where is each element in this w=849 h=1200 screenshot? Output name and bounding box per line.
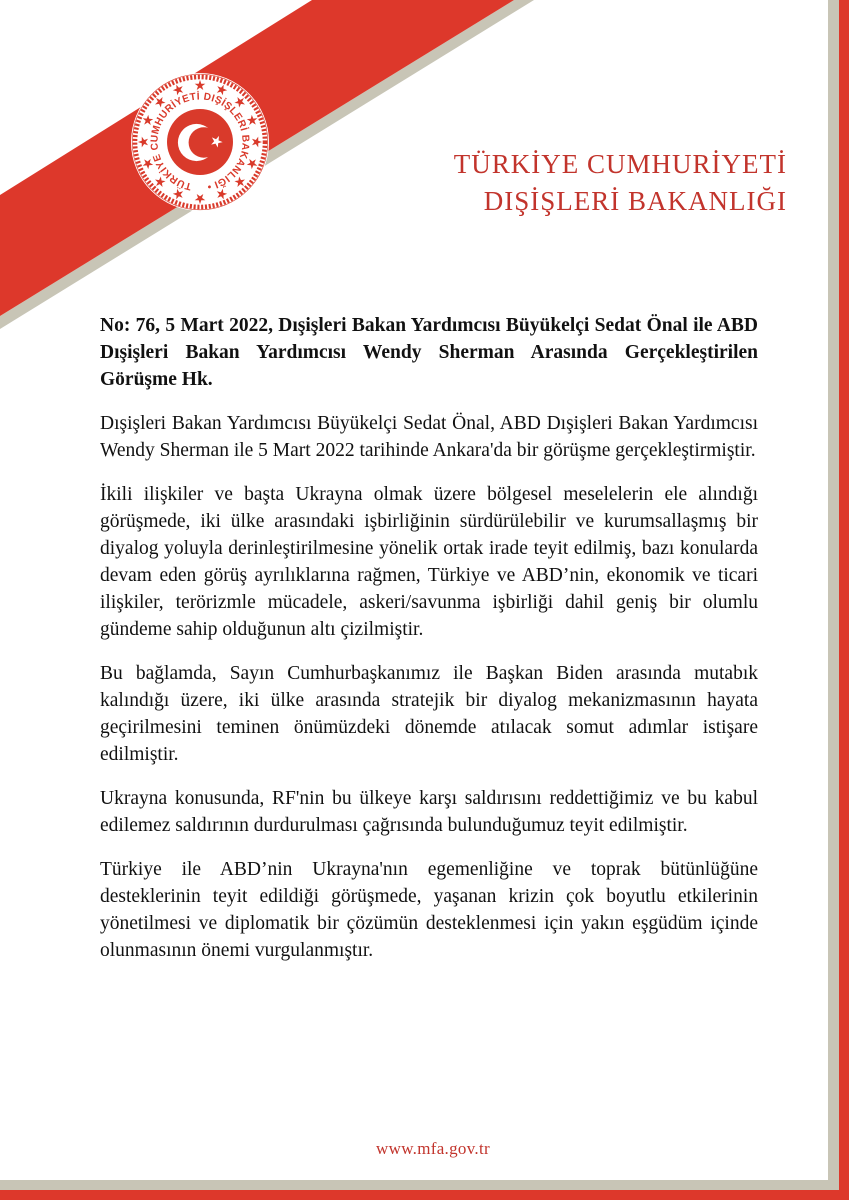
paragraph-2: İkili ilişkiler ve başta Ukrayna olmak üzere bölgesel meselelerin ele alındığı görüşmede, iki ülke arasındaki işbirliğinin sürdürülebilir ve kurumsallaşmış bir diyalog yoluyla derinleştirilmesine yönelik ortak irade teyit edilmiş, bazı konularda devam eden görüş ayrılıklarına rağmen, Türkiye ve ABD’nin, ekonomik ve ticari ilişkiler, terörizmle mücadele, askeri/savunma işbirliği dahil geniş bir olumlu gündeme sahip olduğunun altı çizilmiştir. — [100, 484, 758, 640]
press-release-body — [100, 312, 758, 981]
frame-bottom-red — [0, 1190, 849, 1200]
frame-right-gray — [828, 0, 839, 1190]
ministry-name-line2: DIŞİŞLERİ BAKANLIĞI — [483, 186, 787, 216]
paragraph-5: Türkiye ile ABD’nin Ukrayna'nın egemenliğine ve toprak bütünlüğüne desteklerinin teyit edildiği görüşmede, yaşanan krizin çok boyutlu etkilerinin yönetilmesi ve diplomatik bir çözümün desteklenmesi için yakın eşgüdüm içinde olunmasının önemi vurgulanmıştır. — [100, 859, 758, 961]
frame-right-red — [839, 0, 849, 1200]
paragraph-1: Dışişleri Bakan Yardımcısı Büyükelçi Sedat Önal, ABD Dışişleri Bakan Yardımcısı Wendy Sherman ile 5 Mart 2022 tarihinde Ankara'da bir görüşme gerçekleştirmiştir. — [100, 413, 758, 461]
ministry-emblem — [131, 73, 269, 211]
footer-website: www.mfa.gov.tr — [376, 1139, 490, 1158]
frame-bottom-gray — [0, 1180, 839, 1190]
paragraph-3: Bu bağlamda, Sayın Cumhurbaşkanımız ile Başkan Biden arasında mutabık kalındığı üzere, iki ülke arasında stratejik bir diyalog mekanizmasının hayata geçirilmesini teminen önümüzdeki dönemde atılacak somut adımlar istişare edilmiştir. — [100, 663, 758, 765]
emblem-ring-text: TÜRKİYE CUMHURİYETİ DIŞİŞLERİ BAKANLIĞI • — [149, 91, 251, 192]
document-title: No: 76, 5 Mart 2022, Dışişleri Bakan Yardımcısı Büyükelçi Sedat Önal ile ABD Dışişleri Bakan Yardımcısı Wendy Sherman Arasında Gerçekleştirilen Görüşme Hk. — [100, 315, 758, 390]
ministry-name-line1: TÜRKİYE CUMHURİYETİ — [453, 149, 787, 179]
ministry-header — [454, 146, 787, 220]
paragraph-4: Ukrayna konusunda, RF'nin bu ülkeye karşı saldırısını reddettiğimiz ve bu kabul edilemez saldırının durdurulması çağrısında bulunduğumuz teyit edilmiştir. — [100, 788, 758, 836]
